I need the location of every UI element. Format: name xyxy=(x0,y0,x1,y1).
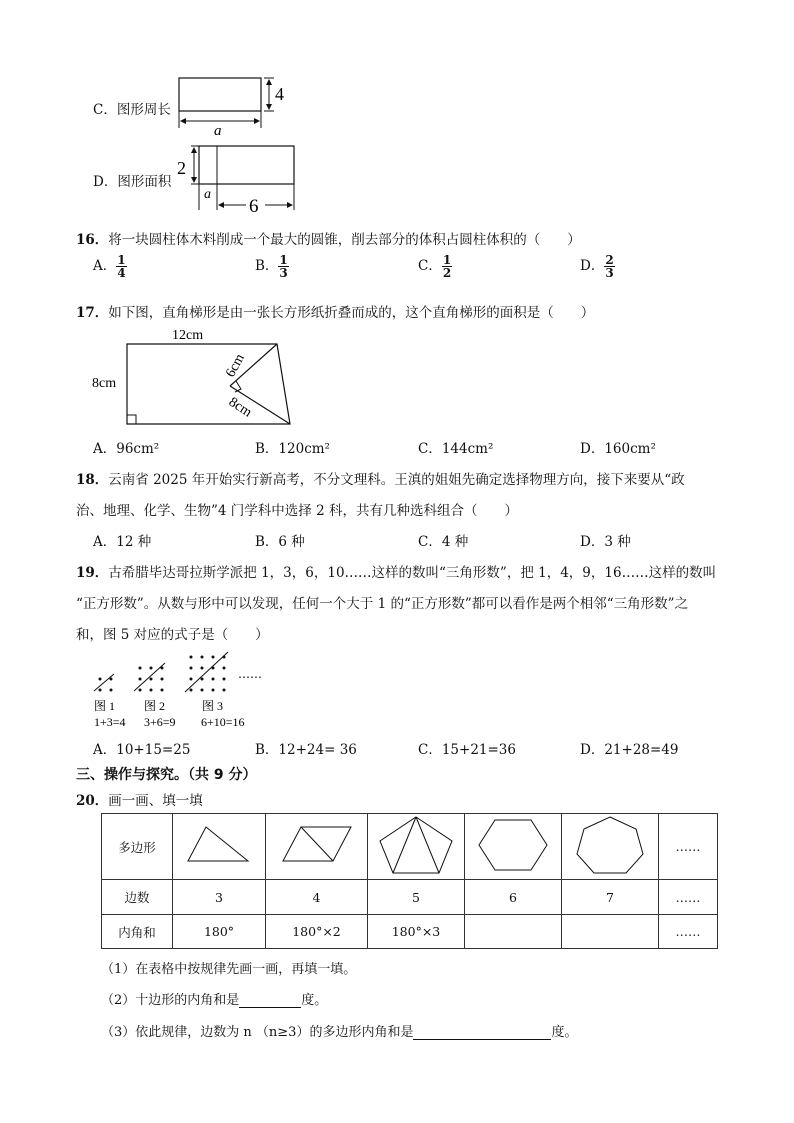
q17-option-c[interactable]: C．144cm² xyxy=(418,441,494,457)
q19-stem-line1 xyxy=(76,561,716,581)
cell-angle: 180°×2 xyxy=(266,915,368,949)
q16-option-d-label: D． xyxy=(580,258,605,274)
q17-option-a[interactable]: A．96cm² xyxy=(93,441,160,457)
cell-sides: 3 xyxy=(173,880,266,915)
q15-d-side-label: 2 xyxy=(177,158,186,178)
q19-fig1-eq: 1+3=4 xyxy=(94,715,126,729)
q20-sub2-answer-blank[interactable] xyxy=(239,992,301,1008)
cell-sides: …… xyxy=(659,880,718,915)
q19-option-c[interactable]: C．15+21=36 xyxy=(418,742,516,758)
cell-angle: 180° xyxy=(173,915,266,949)
q17-number: 17． xyxy=(76,305,109,321)
q19-fig1-dots xyxy=(99,678,113,692)
cell-triangle xyxy=(173,814,266,880)
q17-slant1-label: 6cm xyxy=(223,351,248,380)
q15-option-c-label: C．图形周长 xyxy=(93,102,171,118)
q19-ellipsis: …… xyxy=(238,667,262,681)
q19-fig3-title: 图 3 xyxy=(202,699,224,713)
fraction-denominator: 4 xyxy=(117,266,126,280)
q15-option-d[interactable] xyxy=(93,170,171,190)
cell-sides: 6 xyxy=(465,880,562,915)
q20-sub2-text: （2）十边形的内角和是 xyxy=(101,993,240,1008)
q15-option-c[interactable] xyxy=(93,98,171,118)
q16-option-a-label: A． xyxy=(93,258,117,274)
cell-sides: 5 xyxy=(368,880,465,915)
cell-sides: 4 xyxy=(266,880,368,915)
q17-left-label: 8cm xyxy=(92,376,117,391)
table-row-angles xyxy=(102,915,718,949)
q16-option-b-fraction xyxy=(278,254,288,279)
q20-sub3 xyxy=(101,1021,577,1040)
q19-text-line1: 古希腊毕达哥拉斯学派把 1，3，6，10……这样的数叫“三角形数”，把 1，4，9，16……这样的数叫 xyxy=(108,565,717,581)
q19-number: 19． xyxy=(76,565,109,581)
table-row-polygons xyxy=(102,814,718,880)
q17-trapezoid-figure xyxy=(90,326,300,430)
q18-number: 18． xyxy=(76,472,109,488)
q18-option-d[interactable]: D．3 种 xyxy=(580,534,631,550)
q20-number: 20． xyxy=(76,793,109,809)
q16-number: 16． xyxy=(76,232,109,248)
q19-option-a[interactable]: A．10+15=25 xyxy=(93,742,191,758)
q16-option-d[interactable] xyxy=(580,254,615,279)
cell-angle-blank[interactable] xyxy=(465,915,562,949)
parallelogram-shape xyxy=(279,823,355,867)
q19-option-d[interactable]: D．21+28=49 xyxy=(580,742,679,758)
row-header-polygon: 多边形 xyxy=(102,814,173,880)
triangle-shape xyxy=(184,823,254,867)
fraction-denominator: 3 xyxy=(279,266,288,280)
q19-fig3-eq: 6+10=16 xyxy=(201,715,245,729)
q18-option-c[interactable]: C．4 种 xyxy=(418,534,469,550)
cell-heptagon xyxy=(562,814,659,880)
q17-option-d[interactable]: D．160cm² xyxy=(580,441,656,457)
hexagon-shape xyxy=(477,817,549,873)
cell-pentagon xyxy=(368,814,465,880)
q20-stem xyxy=(76,789,203,809)
q15-c-bottom-label: a xyxy=(214,123,222,139)
q19-fig2-dots xyxy=(139,667,164,692)
q15-figure-d xyxy=(176,144,301,216)
q16-option-c-label: C． xyxy=(418,258,442,274)
q19-option-b[interactable]: B．12+24= 36 xyxy=(255,742,357,758)
q15-c-side-label: 4 xyxy=(275,84,284,104)
fraction-numerator: 1 xyxy=(117,253,126,267)
polygon-table xyxy=(101,813,718,949)
q20-sub3-text: （3）依此规律，边数为 n （n≥3）的多边形内角和是 xyxy=(101,1025,414,1040)
q19-dot-figures xyxy=(90,650,280,730)
q16-stem xyxy=(76,228,581,248)
q19-text-line2: “正方形数”。从数与形中可以发现，任何一个大于 1 的“正方形数”都可以看作是两个相邻“三角形数”之 xyxy=(76,596,689,612)
q16-option-c-fraction xyxy=(442,254,452,279)
fraction-denominator: 2 xyxy=(442,266,452,280)
q18-text-line1: 云南省 2025 年开始实行新高考，不分文理科。王滇的姐姐先确定选择物理方向，接下来要从“政 xyxy=(108,472,685,488)
fraction-denominator: 3 xyxy=(605,266,614,280)
q19-fig2-title: 图 2 xyxy=(144,699,166,713)
cell-hexagon xyxy=(465,814,562,880)
cell-angle: 180°×3 xyxy=(368,915,465,949)
q18-option-a[interactable]: A．12 种 xyxy=(93,534,152,550)
q19-fig1-title: 图 1 xyxy=(94,699,116,713)
heptagon-shape xyxy=(574,815,646,875)
q20-sub2-unit: 度。 xyxy=(301,993,328,1008)
fraction-numerator: 1 xyxy=(279,253,288,267)
q20-sub3-answer-blank[interactable] xyxy=(413,1024,551,1040)
q19-text-line3: 和，图 5 对应的式子是（ ） xyxy=(76,627,269,643)
q20-sub1: （1）在表格中按规律先画一画，再填一填。 xyxy=(101,962,357,977)
q15-figure-c xyxy=(176,76,296,138)
q15-option-d-label: D．图形面积 xyxy=(93,174,172,190)
table-row-sides xyxy=(102,880,718,915)
q18-stem-line1 xyxy=(76,468,685,488)
q16-option-b[interactable] xyxy=(255,254,289,279)
q16-option-c[interactable] xyxy=(418,254,452,279)
q16-text: 将一块圆柱体木料削成一个最大的圆锥，削去部分的体积占圆柱体积的（ ） xyxy=(108,232,581,248)
q17-stem xyxy=(76,301,594,321)
q19-fig2-eq: 3+6=9 xyxy=(144,715,176,729)
q19-fig3-dots xyxy=(190,656,226,692)
q16-option-a-fraction xyxy=(116,254,126,279)
q20-text: 画一画、填一填 xyxy=(108,793,203,809)
cell-polygon-ellipsis: …… xyxy=(659,814,718,880)
q20-sub2 xyxy=(101,989,327,1008)
q15-d-a-label: a xyxy=(204,187,211,202)
section3-title: 三、操作与探究。（共 9 分） xyxy=(76,767,257,783)
q17-text: 如下图，直角梯形是由一张长方形纸折叠而成的，这个直角梯形的面积是（ ） xyxy=(108,305,595,321)
q17-top-label: 12cm xyxy=(172,328,204,343)
q15-d-six-label: 6 xyxy=(249,196,259,217)
q17-slant2-label: 8cm xyxy=(225,394,255,421)
cell-sides: 7 xyxy=(562,880,659,915)
fraction-numerator: 2 xyxy=(605,253,614,267)
q20-sub3-unit: 度。 xyxy=(551,1025,578,1040)
fraction-numerator: 1 xyxy=(442,253,452,267)
q16-option-a[interactable] xyxy=(93,254,127,279)
row-header-sides: 边数 xyxy=(102,880,173,915)
pentagon-shape xyxy=(376,815,456,875)
q16-option-b-label: B． xyxy=(255,258,279,274)
cell-angle: …… xyxy=(659,915,718,949)
q18-text-line2: 治、地理、化学、生物”4 门学科中选择 2 科，共有几种选科组合（ ） xyxy=(76,503,518,519)
cell-parallelogram xyxy=(266,814,368,880)
q17-option-b[interactable]: B．120cm² xyxy=(255,441,330,457)
q18-option-b[interactable]: B．6 种 xyxy=(255,534,305,550)
row-header-angles: 内角和 xyxy=(102,915,173,949)
q16-option-d-fraction xyxy=(604,254,614,279)
cell-angle-blank[interactable] xyxy=(562,915,659,949)
